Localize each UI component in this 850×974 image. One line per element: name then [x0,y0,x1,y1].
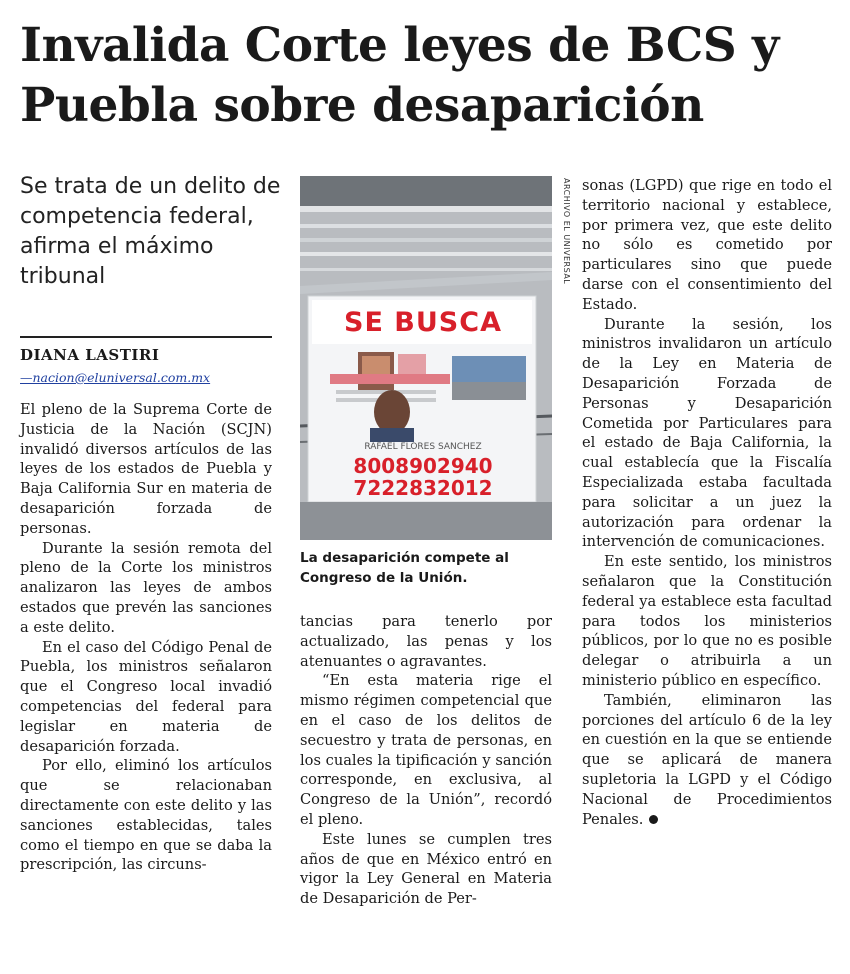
paragraph: Este lunes se cumplen tres años de que en México entró en vigor la Ley General en Materia de Desaparición de Per- [300,830,552,908]
banner-name: RAFAEL FLORES SANCHEZ [364,442,482,452]
paragraph: Por ello, eliminó los artículos que se relacionaban directamente con este delito y las sanciones establecidas, tales como el tiempo en que se daba la prescripción, las circuns- [20,757,272,874]
article-photo [300,176,552,540]
paragraph: En el caso del Código Penal de Puebla, los ministros señalaron que el Congreso local invadió competencias del federal para legislar en materia de desaparición forzada. [20,638,272,755]
paragraph: El pleno de la Suprema Corte de Justicia de la Nación (SCJN) invalidó diversos artículos de las leyes de los estados de Puebla y Baja California Sur en materia de desaparición forzada de personas. [20,401,272,537]
paragraph: Durante la sesión, los ministros invalidaron un artículo de la Ley en Materia de Desaparición Forzada de Personas y Desaparición Cometida por Particulares para el estado de Baja California, la cual establecía que la Fiscalía Especializada estaba facultada para solicitar a un juez la autorización para ordenar la intervención de comunicaciones. [582,315,832,551]
paragraph: Durante la sesión remota del pleno de la Corte los ministros analizaron las leyes de ambos estados que prevén las sanciones a este delito. [20,539,272,636]
paragraph: En este sentido, los ministros señalaron que la Constitución federal ya establece esta facultad para todos los ministerios públicos, por lo que no es posible delegar o atribuirla a un ministerio público en específico. [582,553,832,689]
paragraph: sonas (LGPD) que rige en todo el territorio nacional y establece, por primera vez, que este delito no sólo es cometido por particulares sino que puede darse con el consentimiento del Estado. [582,177,832,313]
byline-divider [20,336,272,338]
deck-subheading: Se trata de un delito de competencia federal, afirma el máximo tribunal [20,174,281,289]
end-of-article-icon [649,815,658,824]
photo-credit: ARCHIVO EL UNIVERSAL [562,178,571,285]
article-column-2 [300,612,552,909]
banner-heading: SE BUSCA [344,307,502,338]
final-paragraph [582,691,832,830]
paragraph-text: También, eliminaron las porciones del artículo 6 de la ley en cuestión en la que se entiende que se aplicará de manera supletoria la LGPD y el Código Nacional de Procedimientos Penales. [582,691,832,828]
photo-caption: La desaparición compete al Congreso de la Unión. [300,550,509,586]
byline-email-link[interactable]: —nacion@eluniversal.com.mx [20,370,211,385]
banner-phone-1: 8008902940 [353,454,493,478]
paragraph: “En esta materia rige el mismo régimen competencial que en el caso de los delitos de secuestro y trata de personas, en los cuales la tipificación y sanción corresponde, en exclusiva, al Congreso de la Unión”, recordó el pleno. [300,672,552,828]
article-column-1 [20,400,272,875]
banner-phone-2: 7222832012 [353,476,493,500]
paragraph: tancias para tenerlo por actualizado, las penas y los atenuantes o agravantes. [300,613,552,670]
byline-author: DIANA LASTIRI [20,346,160,364]
article-column-3 [582,176,832,829]
headline: Invalida Corte leyes de BCS y Puebla sobre desaparición [20,18,779,133]
